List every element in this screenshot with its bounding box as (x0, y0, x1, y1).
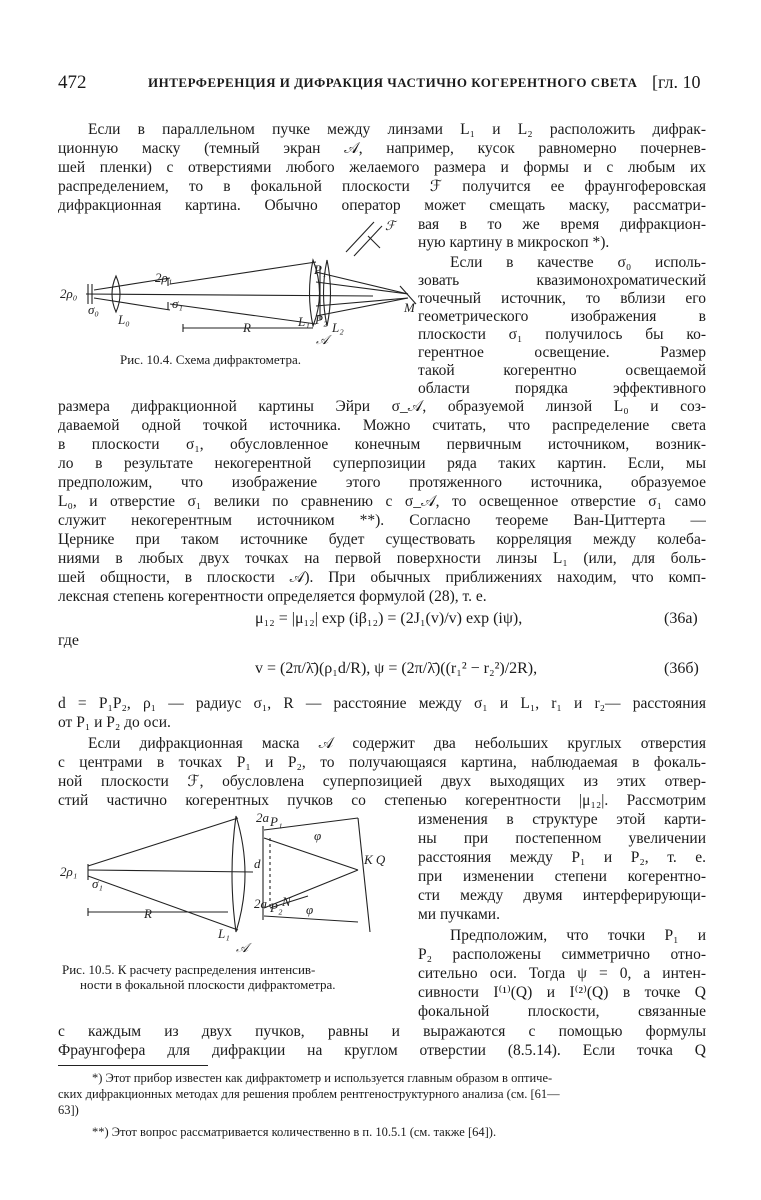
text-line: Предположим, что точки P₁ и (450, 927, 706, 944)
fig2-label: σ₁ (92, 876, 103, 891)
text-line: ми пучками. (418, 906, 500, 923)
fig2-label: d (254, 856, 261, 871)
fig1-label: R (243, 320, 251, 335)
text-line: распределением, то в фокальной плоскости ℱ получится ее фраунгоферовская (58, 178, 706, 195)
text-line: шей пленки) с отверстиями любого желаемого размера и формы и с любым их (58, 159, 706, 176)
fig1-label: ℱ (385, 218, 396, 233)
figure-caption: Рис. 10.4. Схема дифрактометра. (120, 352, 302, 367)
text-line: ционную маску (темный экран 𝒜, например, кусок равномерно почернев- (58, 140, 706, 157)
text-line: такой когерентно освещаемой (418, 362, 706, 379)
text-line: Если дифракционная маска 𝒜 содержит два небольших круглых отверстия (88, 735, 706, 752)
fig2-label: P₁ (270, 814, 283, 829)
where-label: где (58, 632, 80, 649)
text-line: размера дифракционной картины Эйри σ_𝒜, образуемой линзой L₀ и соз- (58, 398, 706, 415)
equation-number: (36а) (664, 610, 698, 627)
footnote: **) Этот вопрос рассматривается количественно в п. 10.5.1 (см. также [64]). (92, 1125, 497, 1139)
fig2-label: φ (314, 828, 322, 843)
footnote: 63]) (58, 1103, 79, 1117)
text-line: изменения в структуре этой карти- (418, 811, 706, 828)
lens-l1 (232, 816, 245, 932)
fig1-label: M (404, 300, 415, 315)
fig2-label: K Q (364, 852, 386, 867)
fig2-label: P₂ (270, 900, 283, 915)
fig1-label: σ₀ (88, 302, 99, 317)
text-line: Если в качестве σ₀ исполь- (450, 254, 706, 271)
text-line: стий частично когерентных пучков со степенью когерентности |μ₁₂|. Рассмотрим (58, 792, 706, 809)
text-line: сительно оси. Тогда ψ = 0, а интен- (418, 965, 706, 982)
footnote: ских дифракционных методах для решения проблем рентгеноструктурного анализа (см. [61— (58, 1087, 560, 1101)
page-number: 472 (58, 72, 87, 93)
text-line: плоскости σ₁ получилось бы ко- (418, 326, 706, 343)
fig1-label: P₁ (314, 262, 327, 277)
text-line: L₀, и отверстие σ₁ велики по сравнению с σ_𝒜, то освещенное отверстие σ₁ само (58, 493, 706, 510)
text-line: предположим, что изображение этого протяженного источника, образуемое (58, 474, 706, 491)
footnote-divider (58, 1065, 208, 1066)
fig2-label: 2a (256, 810, 269, 825)
text-line: герентное освещение. Размер (418, 344, 706, 361)
text-line: области порядка эффективного (418, 380, 706, 397)
fig2-label: 𝒜 (236, 940, 249, 955)
fig2-label: φ (306, 902, 314, 917)
text-line: ны при постепенном увеличении (418, 830, 706, 847)
text-line: Если в параллельном пучке между линзами L₁ и L₂ расположить дифрак- (88, 121, 706, 138)
equation-number: (36б) (664, 660, 699, 677)
text-line: фокальной плоскости, связанные (418, 1003, 706, 1020)
text-line: вая в то же время дифракцион- (418, 216, 706, 233)
fig1-label: 𝒜 (316, 332, 329, 347)
text-line: шей общности, в плоскости 𝒜). При обычных приближениях находим, что комп- (58, 569, 706, 586)
text-line: с каждым из двух пучков, равны и выражаются с помощью формулы (58, 1023, 706, 1040)
text-line: от P₁ и P₂ до оси. (58, 714, 171, 731)
diffractometer-diagram (58, 212, 418, 347)
fig1-label: 2ρ₁ (155, 270, 173, 285)
optical-axis (88, 870, 253, 872)
fig2-label: 2ρ₁ (60, 864, 78, 879)
fig1-label: L₁ (298, 314, 310, 329)
text-line: P₂ расположены симметрично отно- (418, 946, 706, 963)
fig1-label: 2ρ₀ (60, 286, 78, 301)
text-line: дифракционная картина. Обычно оператор может смещать маску, рассматри- (58, 197, 706, 214)
text-line: лексная степень когерентности определяется формулой (28), т. е. (58, 588, 487, 605)
figure-caption: ности в фокальной плоскости дифрактометра. (80, 977, 336, 992)
text-line: расстояния между P₁ и P₂, т. е. (418, 849, 706, 866)
text-line: служит некогерентным источником **). Согласно теореме Ван-Циттерта — (58, 512, 706, 529)
text-line: ло в результате некогерентной суперпозиции ряда таких картин. Если, мы (58, 455, 706, 472)
text-line: Фраунгофера для дифракции на круглом отверстии (8.5.14). Если точка Q (58, 1042, 706, 1059)
figure-caption: Рис. 10.5. К расчету распределения интенсив- (62, 962, 316, 977)
text-line: d = P₁P₂, ρ₁ — радиус σ₁, R — расстояние между σ₁ и L₁, r₁ и r₂— расстояния (58, 695, 706, 712)
text-line: в плоскости σ₁, обусловленное конечным первичным источником, возник- (58, 436, 706, 453)
intensity-calculation-diagram (58, 808, 418, 958)
text-line: сивности I⁽¹⁾(Q) и I⁽²⁾(Q) в точке Q (418, 984, 706, 1001)
running-title: ИНТЕРФЕРЕНЦИЯ И ДИФРАКЦИЯ ЧАСТИЧНО КОГЕРЕНТНОГО СВЕТА (148, 75, 638, 90)
text-line: с центрами в точках P₁ и P₂, то получающаяся картина, наблюдаемая в фокаль- (58, 754, 706, 771)
text-line: зовать квазимонохроматический (418, 272, 706, 289)
formula-36b: v = (2π/λ̄)(ρ₁d/R), ψ = (2π/λ̄)((r₁² − r₂²)/2R), (255, 660, 538, 677)
fig2-label: N (282, 894, 291, 909)
text-line: точечный источник, то вблизи его (418, 290, 706, 307)
fig2-label: L₁ (218, 926, 230, 941)
text-line: ную картину в микроскоп *). (418, 234, 610, 251)
formula-36a: μ₁₂ = |μ₁₂| exp (iβ₁₂) = (2J₁(v)/v) exp (iψ), (255, 610, 523, 627)
footnote: *) Этот прибор известен как дифрактометр и используется главным образом в оптиче- (92, 1071, 553, 1085)
fig1-label: L₂ (332, 320, 344, 335)
fig2-label: R (144, 906, 152, 921)
fig1-label: L₀ (118, 312, 130, 327)
text-line: при изменении степени когерентно- (418, 868, 706, 885)
fig1-label: P₂ (315, 312, 328, 327)
fig1-label: σ₁ (172, 296, 183, 311)
text-line: Цернике при таком источнике будет существовать корреляция между колеба- (58, 531, 706, 548)
text-line: ной плоскости ℱ, обусловлена суперпозицией двух выходящих из этих отвер- (58, 773, 706, 790)
text-line: геометрического изображения в (418, 308, 706, 325)
chapter-label: [гл. 10 (652, 72, 701, 92)
text-line: сти между двумя интерферирующи- (418, 887, 706, 904)
fig2-label: 2a (254, 896, 267, 911)
text-line: ниями в любых двух точках на первой поверхности линзы L₁ (или, для боль- (58, 550, 706, 567)
text-line: даваемой одной точкой источника. Можно считать, что распределение света (58, 417, 706, 434)
